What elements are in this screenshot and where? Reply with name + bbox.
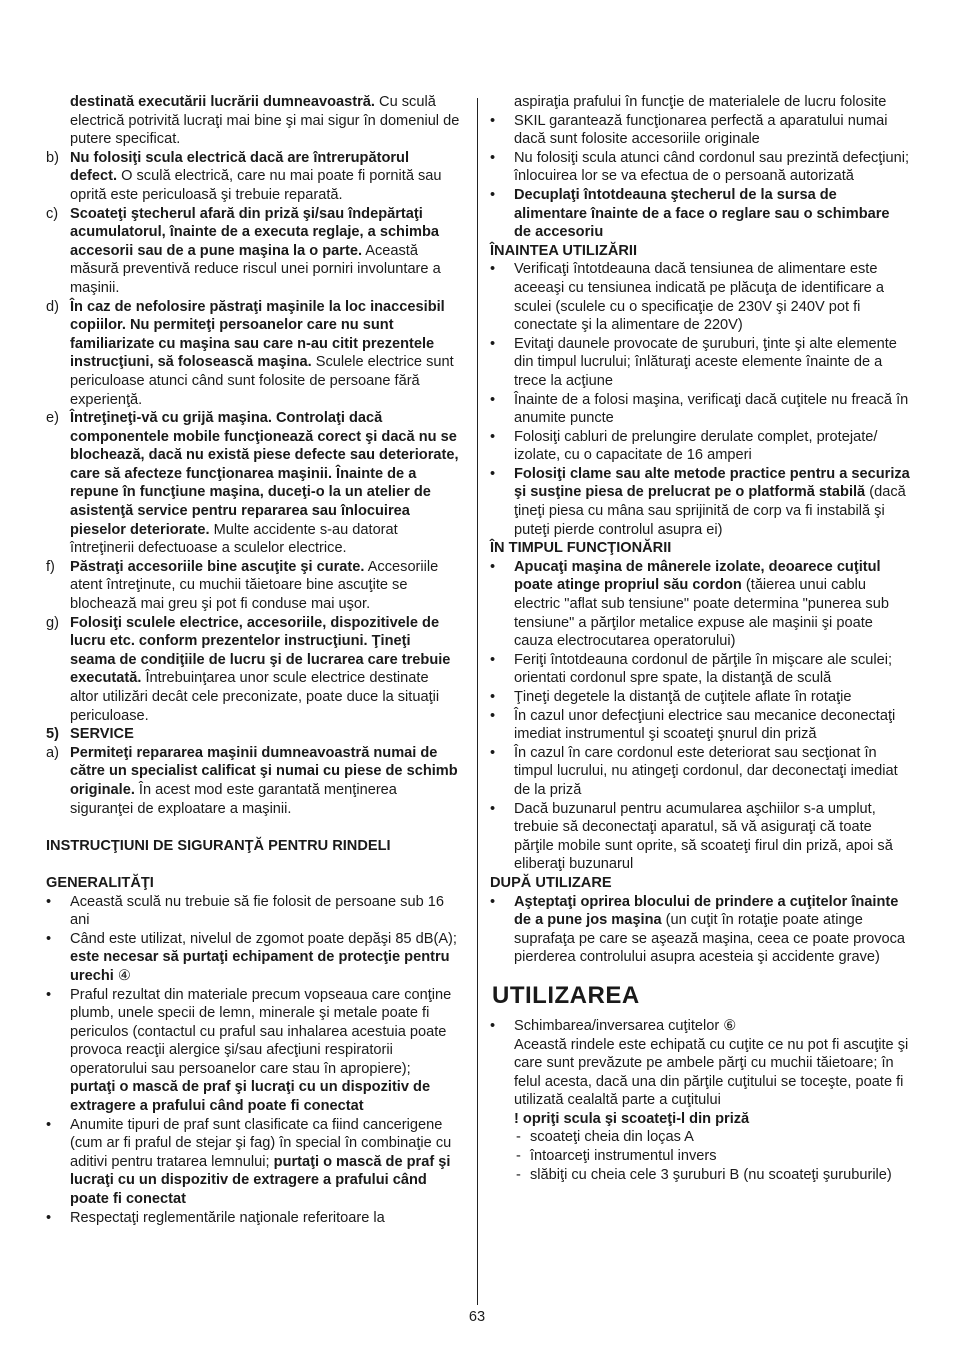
usage-description: Această rindele este echipată cu cuţite ce nu pot fi ascuţite şi care sunt prevăzute pe ambele părţi cu muchii tăietoare; în felul acesta, dacă una din părţile cuţitului se toceşte, poate fi utilizată cealaltă parte a cuţitului	[514, 1036, 909, 1109]
bullet-item: • Aşteptaţi oprirea blocului de prindere a cuţitelor înainte de a pune jos maşina (un cuţit în rotaţie poate atinge suprafaţa pe care se aşează maşina, ceea ce poate provoca pierderea controlului asupra acesteia şi accidente grave)	[490, 893, 906, 966]
list-item: b) Nu folosiţi scula electrică dacă are întrerupătorul defect. O sculă electrică, care nu mai poate fi pornită sau oprită este periculoasă şi trebuie reparată.	[46, 149, 442, 203]
list-item: c) Scoateţi ştecherul afară din priză şi/sau îndepărtaţi acumulatorul, înainte de a executa reglaje, a schimba accesorii sau de a pune maşina la o parte. Această măsură preventivă reduce riscul unei porniri involuntare a maşinii.	[46, 205, 441, 296]
bullet-item: • Respectaţi reglementările naţionale referitoare la	[46, 1209, 385, 1226]
bullet-item: • Decuplaţi întotdeauna ştecherul de la sursa de alimentare înainte de a face o reglare sau o schimbare de accesoriu	[490, 186, 890, 241]
list-item: f) Păstraţi accesoriile bine ascuţite şi curate. Accesoriile atent întreţinute, cu muchii tăietoare bine ascuţite se blochează mai greu şi pot fi conduse mai uşor.	[46, 558, 439, 613]
bullet-item: • Evitaţi daunele provocate de şuruburi, ţinte şi alte elemente din timpul lucrului; înlăturaţi aceste elemente înainte de a trece la acţiune	[490, 335, 897, 389]
step-item: - slăbiţi cu cheia cele 3 şuruburi B (nu scoateţi şuruburile)	[516, 1166, 892, 1183]
column-divider	[477, 98, 478, 1305]
bullet-item: • În cazul în care cordonul este deteriorat sau secţionat în timpul lucrului, nu atingeţi cordonul, dar deconectaţi imediat de la priză	[490, 744, 898, 798]
usage-title: UTILIZAREA	[492, 981, 640, 1009]
bullet-item: • În cazul unor defecţiuni electrice sau mecanice deconectaţi imediat instrumentul şi scoateţi şnurul din priză	[490, 707, 896, 743]
bullet-item: • Praful rezultat din materiale precum vopseaua care conţine plumb, unele specii de lemn, minerale şi metale poate fi periculos (contactul cu praful sau inhalarea acestuia poate provoca reacţii alergice şi/sau afecţiuni respiratorii operatorului sau persoanelor care stau în apropiere); purtaţi o mască de praf şi lucraţi cu un dispozitiv de extragere a prafului când poate fi conectat	[46, 986, 452, 1115]
step-item: - scoateţi cheia din loças A	[516, 1129, 694, 1146]
before-use-heading: ÎNAINTEA UTILIZĂRII	[490, 242, 638, 259]
bullet-item: • Feriţi întotdeauna cordonul de părţile în mişcare ale sculei; orientati cordonul spre spate, la distanţă de sculă	[490, 651, 893, 687]
safety-heading: INSTRUCŢIUNI DE SIGURANŢĂ PENTRU RINDELI	[46, 837, 391, 854]
continued-text: aspiraţia prafului în funcţie de materialele de lucru folosite	[514, 94, 887, 110]
list-item: g) Folosiţi sculele electrice, accesoriile, dispozitivele de lucru etc. conform prezentelor instrucţiuni. Ţineţi seama de condiţiile de lucru şi de lucrarea care trebuie executată. Întrebuinţarea unor scule electrice destinate altor utilizări decât cele preconizate, poate duce la situaţii periculoase.	[46, 614, 451, 724]
usage-item: • Schimbarea/inversarea cuţitelor ⑥	[490, 1017, 737, 1034]
bullet-item: • Apucaţi maşina de mânerele izolate, deoarece cuţitul poate atinge propriul său cordon (tăierea unui cablu electric "aflat sub tensiune" poate determina "punerea sub tensiune" a părţilor metalice expuse ale maşinii şi poate cauza electrocutarea operatorului)	[490, 558, 889, 650]
lead-paragraph: destinată executării lucrării dumneavoastră. Cu sculă electrică potrivită lucraţi mai bine şi mai sigur în domeniul de putere specificat.	[70, 94, 460, 148]
bullet-item: • Nu folosiţi scula atunci când cordonul sau prezintă defecţiuni; înlocuirea lor se va efectua de o persoană autorizată	[490, 149, 910, 185]
general-heading: GENERALITĂŢI	[46, 874, 154, 891]
list-item: d) În caz de nefolosire păstraţi maşinile la loc inaccesibil copiilor. Nu permiteţi persoanelor care nu sunt familiarizate cu maşina sau care n-au citit prezentele instrucţiuni, să folosească maşina. Sculele electrice sunt periculoase atunci când sunt folosite de persoane fără experienţă.	[46, 298, 454, 408]
usage-warning: ! opriţi scula şi scoateţi-l din priză	[514, 1110, 750, 1127]
bullet-item: • Ţineţi degetele la distanţă de cuţitele aflate în rotaţie	[490, 689, 852, 705]
bullet-item: • Înainte de a folosi maşina, verificaţi dacă cuţitele nu freacă în anumite puncte	[490, 391, 909, 427]
bullet-item: • Folosiţi clame sau alte metode practice pentru a securiza şi susţine piesa de prelucrat pe o platformă stabilă (dacă ţineţi piesa cu mâna sau sprijinită de corp va fi instabilă şi puteţi pierde controlul asupra ei)	[490, 465, 910, 538]
bullet-item: • Folosiţi cabluri de prelungire derulate complet, protejate/ izolate, cu o capacitate de 16 amperi	[490, 428, 878, 464]
bullet-item: • Verificaţi întotdeauna dacă tensiunea de alimentare este aceeaşi cu tensiunea indicată pe plăcuţa de identificare a sculei (sculele cu o specificaţie de 230V şi 240V pot fi conectate şi la alimentare de 220V)	[490, 261, 884, 334]
bullet-item: • Când este utilizat, nivelul de zgomot poate depăşi 85 dB(A); este necesar să purtaţi echipament de protecţie pentru urechi ④	[46, 930, 457, 984]
list-item: e) Întreţineţi-vă cu grijă maşina. Controlaţi dacă componentele mobile funcţionează corect şi dacă nu se blochează, dacă nu există piese defecte sau deteriorate, care să afecteze funcţionarea maşinii. Înainte de a repune în funcţiune maşina, duceţi-o la un atelier de asistenţă service pentru repararea sau înlocuirea pieselor deteriorate. Multe accidente s-au datorat întreţinerii defectuoase a sculelor electrice.	[46, 410, 459, 557]
list-item: a) Permiteţi repararea maşinii dumneavoastră numai de către un specialist calificat şi numai cu piese de schimb originale. În acest mod este garantată menţinerea siguranţei de exploatare a maşinii.	[46, 744, 458, 817]
bullet-item: • Dacă buzunarul pentru acumularea aşchiilor s-a umplut, trebuie să deconectaţi aparatul, să vă asiguraţi că toate părţile mobile sunt oprite, să scoateţi firul din priză, apoi să eliberaţi buzunarul	[490, 800, 893, 873]
bullet-item: • Anumite tipuri de praf sunt clasificate ca fiind cancerigene (cum ar fi praful de stejar şi fag) în special în combinaţie cu aditivi pentru tratarea lemnului; purtaţi o mască de praf şi lucraţi cu un dispozitiv de extragere a prafului când poate fi conectat	[46, 1116, 452, 1208]
bullet-item: • Această sculă nu trebuie să fie folosit de persoane sub 16 ani	[46, 893, 445, 929]
right-column	[490, 93, 910, 1184]
service-heading: 5) SERVICE	[46, 726, 134, 743]
during-use-heading: ÎN TIMPUL FUNCŢIONĂRII	[490, 540, 672, 557]
after-use-heading: DUPĂ UTILIZARE	[490, 874, 612, 891]
left-column	[46, 93, 460, 1227]
bullet-item: • SKIL garantează funcţionarea perfectă a aparatului numai dacă sunt folosite accesoriile originale	[490, 112, 888, 148]
page-number: 63	[468, 1309, 486, 1325]
step-item: - întoarceţi instrumentul invers	[516, 1148, 717, 1165]
